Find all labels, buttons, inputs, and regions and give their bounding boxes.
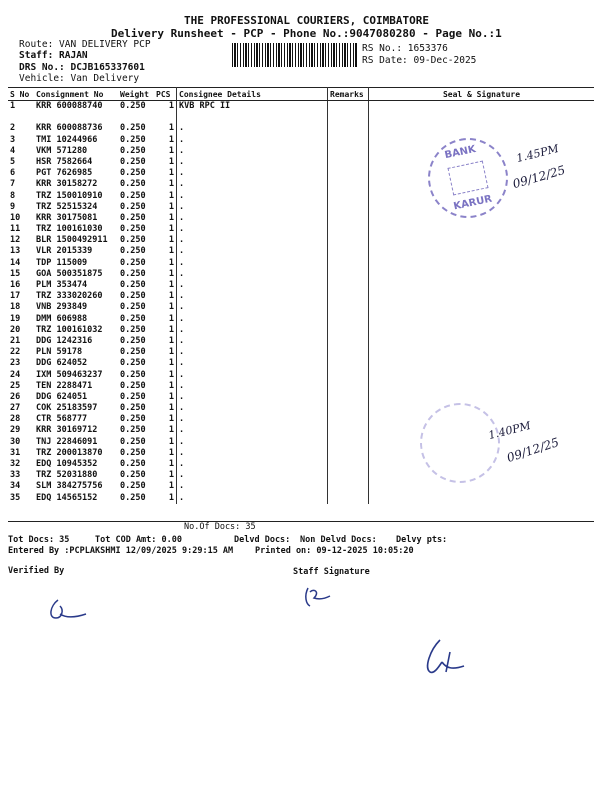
row-remarks	[328, 269, 369, 280]
tot-docs: Tot Docs: 35	[8, 535, 70, 545]
row-consignee: .	[177, 392, 328, 403]
row-remarks	[328, 191, 369, 202]
row-pcs: 1	[154, 425, 177, 436]
verified-by-label: Verified By	[8, 566, 65, 576]
row-pcs: 1	[154, 392, 177, 403]
row-consignment: DDG 624052	[36, 358, 88, 369]
row-consignee: .	[177, 370, 328, 381]
row-consignment: TNJ 22846091	[36, 436, 98, 447]
row-consignment: PGT 7626985	[36, 168, 93, 179]
row-sno: 27	[10, 403, 21, 414]
row-consignment: IXM 509463237	[36, 369, 103, 380]
row-consignment: HSR 7582664	[36, 156, 93, 167]
row-consignee: .	[177, 146, 328, 157]
row-consignee: .	[177, 347, 328, 358]
row-weight: 0.250	[120, 414, 146, 425]
row-weight: 0.250	[120, 324, 146, 335]
row-sno: 6	[10, 168, 16, 179]
row-consignee: .	[177, 448, 328, 459]
row-consignment: VLR 2015339	[36, 246, 93, 257]
rs-date: RS Date: 09-Dec-2025	[362, 55, 477, 66]
verifier-signature	[44, 596, 92, 626]
row-consignee: .	[177, 358, 328, 369]
row-remarks	[328, 403, 369, 414]
row-pcs: 1	[154, 314, 177, 325]
row-seal	[369, 101, 595, 113]
table-row	[8, 314, 594, 325]
table-row	[8, 347, 594, 358]
row-weight: 0.250	[120, 358, 146, 369]
row-seal	[369, 381, 595, 392]
table-row	[8, 437, 594, 448]
row-consignee: .	[177, 191, 328, 202]
row-sno: 24	[10, 369, 21, 380]
row-consignment: TRZ 52515324	[36, 201, 98, 212]
row-remarks	[328, 123, 369, 134]
row-seal	[369, 325, 595, 336]
row-sno: 7	[10, 179, 16, 190]
row-remarks	[328, 101, 369, 113]
table-row	[8, 336, 594, 347]
row-consignee: .	[177, 213, 328, 224]
row-sno: 25	[10, 380, 21, 391]
row-remarks	[328, 347, 369, 358]
row-sno: 20	[10, 324, 21, 335]
row-weight: 0.250	[120, 291, 146, 302]
seal-karur-text: KARUR	[452, 193, 494, 213]
row-consignee: .	[177, 269, 328, 280]
row-pcs: 1	[154, 123, 177, 134]
row-pcs: 1	[154, 101, 177, 113]
col-remarks: Remarks	[328, 88, 369, 101]
row-weight: 0.250	[120, 347, 146, 358]
row-seal	[369, 258, 595, 269]
receiver-signature	[420, 632, 476, 680]
row-remarks	[328, 370, 369, 381]
row-sno: 35	[10, 492, 21, 503]
row-consignment: BLR 1500492911	[36, 235, 108, 246]
row-remarks	[328, 280, 369, 291]
row-remarks	[328, 157, 369, 168]
row-pcs: 1	[154, 291, 177, 302]
table-row	[8, 224, 594, 235]
row-consignee: .	[177, 414, 328, 425]
table-row	[8, 470, 594, 481]
row-weight: 0.250	[120, 302, 146, 313]
row-sno: 34	[10, 481, 21, 492]
row-remarks	[328, 258, 369, 269]
row-weight: 0.250	[120, 235, 146, 246]
row-consignee: .	[177, 470, 328, 481]
col-consignee: Consignee Details	[177, 88, 328, 101]
row-weight: 0.250	[120, 391, 146, 402]
row-consignee: .	[177, 280, 328, 291]
row-seal	[369, 123, 595, 134]
row-pcs: 1	[154, 493, 177, 504]
row-sno: 32	[10, 459, 21, 469]
row-consignment: DDG 624051	[36, 391, 88, 402]
row-consignee: .	[177, 179, 328, 190]
row-consignment: TRZ 150010910	[36, 190, 103, 201]
row-remarks	[328, 235, 369, 246]
row-seal	[369, 280, 595, 291]
drs-number: DRS No.: DCJB165337601	[19, 62, 145, 73]
row-remarks	[328, 146, 369, 157]
row-seal	[369, 493, 595, 504]
row-pcs: 1	[154, 191, 177, 202]
table-bottom-rule	[8, 521, 594, 522]
row-consignment: EDQ 14565152	[36, 492, 98, 503]
row-sno: 14	[10, 257, 21, 268]
row-pcs: 1	[154, 202, 177, 213]
row-seal	[369, 314, 595, 325]
col-weight: Weight	[118, 88, 154, 101]
table-row	[8, 101, 594, 113]
row-consignee: .	[177, 481, 328, 492]
table-row	[8, 213, 594, 224]
row-weight: 0.250	[120, 268, 146, 279]
row-weight: 0.250	[120, 212, 146, 223]
table-row	[8, 123, 594, 134]
row-pcs: 1	[154, 179, 177, 190]
table-row	[8, 146, 594, 157]
row-weight: 0.250	[120, 403, 146, 414]
row-consignment: VNB 293849	[36, 302, 88, 313]
row-consignment: TRZ 100161030	[36, 224, 103, 235]
row-pcs: 1	[154, 414, 177, 425]
row-sno: 9	[10, 201, 16, 212]
row-remarks	[328, 493, 369, 504]
row-pcs: 1	[154, 336, 177, 347]
row-remarks	[328, 437, 369, 448]
row-weight: 0.250	[120, 201, 146, 212]
row-pcs: 1	[154, 269, 177, 280]
row-weight: 0.250	[120, 257, 146, 268]
table-row	[8, 459, 594, 470]
row-consignee: .	[177, 246, 328, 257]
table-row	[8, 370, 594, 381]
row-consignment: TRZ 100161032	[36, 324, 103, 335]
row-weight: 0.250	[120, 459, 146, 469]
row-consignment: TEN 2288471	[36, 380, 93, 391]
row-consignment: PLM 353474	[36, 280, 88, 290]
row-seal	[369, 481, 595, 492]
row-sno: 33	[10, 470, 21, 481]
row-seal	[369, 246, 595, 257]
row-seal	[369, 269, 595, 280]
table-row	[8, 358, 594, 369]
company-title: THE PROFESSIONAL COURIERS, COIMBATORE	[184, 14, 430, 27]
row-remarks	[328, 213, 369, 224]
row-pcs: 1	[154, 146, 177, 157]
row-consignment: TRZ 200013870	[36, 447, 103, 458]
row-pcs: 1	[154, 224, 177, 235]
row-consignee: .	[177, 403, 328, 414]
row-weight: 0.250	[120, 280, 146, 290]
row-sno: 29	[10, 425, 21, 436]
staff-signature	[300, 584, 336, 612]
row-consignee: .	[177, 493, 328, 504]
table-row	[8, 235, 594, 246]
staff: Staff: RAJAN	[19, 50, 88, 61]
col-sno: S No	[8, 88, 34, 101]
row-remarks	[328, 481, 369, 492]
row-remarks	[328, 179, 369, 190]
row-weight: 0.250	[120, 369, 146, 380]
row-remarks	[328, 291, 369, 302]
table-row	[8, 325, 594, 336]
row-sno: 28	[10, 414, 21, 425]
table-row	[8, 246, 594, 257]
row-remarks	[328, 470, 369, 481]
row-consignee: .	[177, 291, 328, 302]
row-consignment: VKM 571280	[36, 145, 88, 156]
seal-inner-box	[447, 161, 488, 196]
row-seal	[369, 224, 595, 235]
row-pcs: 1	[154, 213, 177, 224]
row-sno: 12	[10, 235, 21, 246]
table-row	[8, 269, 594, 280]
row-sno: 3	[10, 134, 16, 145]
row-seal	[369, 302, 595, 313]
row-consignee: .	[177, 202, 328, 213]
row-consignee: .	[177, 302, 328, 313]
row-weight: 0.250	[120, 380, 146, 391]
row-pcs: 1	[154, 235, 177, 246]
entered-by: Entered By :PCPLAKSHMI 12/09/2025 9:29:15 AM	[8, 546, 234, 556]
row-remarks	[328, 314, 369, 325]
row-weight: 0.250	[120, 425, 146, 436]
runsheet-subtitle: Delivery Runsheet - PCP - Phone No.:9047080280 - Page No.:1	[111, 27, 502, 40]
row-consignee: .	[177, 314, 328, 325]
row-weight: 0.250	[120, 335, 146, 346]
row-pcs: 1	[154, 302, 177, 313]
row-weight: 0.250	[120, 168, 146, 179]
row-consignee: .	[177, 437, 328, 448]
row-remarks	[328, 358, 369, 369]
row-pcs: 1	[154, 347, 177, 358]
barcode	[232, 43, 358, 67]
row-sno: 31	[10, 447, 21, 458]
table-row	[8, 202, 594, 213]
spacer-row	[8, 112, 594, 123]
handwritten-time-1: 1.45PM	[515, 141, 561, 166]
row-sno: 11	[10, 224, 21, 235]
row-sno: 15	[10, 268, 21, 279]
printed-on: Printed on: 09-12-2025 10:05:20	[255, 546, 414, 556]
row-sno: 17	[10, 291, 21, 302]
row-sno: 1	[10, 101, 16, 111]
row-pcs: 1	[154, 403, 177, 414]
row-sno: 4	[10, 145, 16, 156]
row-pcs: 1	[154, 157, 177, 168]
row-pcs: 1	[154, 448, 177, 459]
table-row	[8, 191, 594, 202]
row-consignment: SLM 384275756	[36, 481, 103, 492]
route: Route: VAN DELIVERY PCP	[19, 39, 151, 50]
row-consignee: .	[177, 425, 328, 436]
row-pcs: 1	[154, 481, 177, 492]
table-row	[8, 280, 594, 291]
row-remarks	[328, 246, 369, 257]
row-weight: 0.250	[120, 436, 146, 447]
row-consignment: COK 25183597	[36, 403, 98, 414]
row-consignment: TDP 115009	[36, 257, 88, 268]
col-pcs: PCS	[154, 88, 177, 101]
vehicle: Vehicle: Van Delivery	[19, 73, 140, 84]
row-consignment: GOA 500351875	[36, 268, 103, 279]
row-remarks	[328, 325, 369, 336]
table-row	[8, 291, 594, 302]
row-weight: 0.250	[120, 492, 146, 503]
row-remarks	[328, 448, 369, 459]
table-row	[8, 403, 594, 414]
row-remarks	[328, 302, 369, 313]
row-pcs: 1	[154, 258, 177, 269]
row-pcs: 1	[154, 381, 177, 392]
row-pcs: 1	[154, 470, 177, 481]
row-weight: 0.250	[120, 224, 146, 235]
row-pcs: 1	[154, 168, 177, 179]
row-consignee: .	[177, 123, 328, 134]
row-remarks	[328, 414, 369, 425]
row-sno: 19	[10, 313, 21, 324]
row-sno: 22	[10, 347, 21, 358]
row-consignment: CTR 568777	[36, 414, 88, 425]
runsheet-table	[8, 87, 594, 504]
row-pcs: 1	[154, 459, 177, 470]
handwritten-date-1: 09/12/25	[511, 162, 567, 192]
row-weight: 0.250	[120, 156, 146, 167]
row-consignee: .	[177, 235, 328, 246]
table-row	[8, 392, 594, 403]
row-consignment: TMI 10244966	[36, 134, 98, 145]
row-pcs: 1	[154, 358, 177, 369]
row-consignee: .	[177, 224, 328, 235]
row-sno: 18	[10, 302, 21, 313]
row-consignee: .	[177, 336, 328, 347]
row-remarks	[328, 135, 369, 146]
row-pcs: 1	[154, 437, 177, 448]
row-weight: 0.250	[120, 134, 146, 145]
table-row	[8, 302, 594, 313]
delvd-docs: Delvd Docs:	[234, 535, 291, 545]
row-weight: 0.250	[120, 190, 146, 201]
row-consignment: DMM 606988	[36, 313, 88, 324]
table-row	[8, 481, 594, 492]
table-row	[8, 381, 594, 392]
row-seal	[369, 370, 595, 381]
handwritten-date-2: 09/12/25	[505, 435, 561, 465]
row-weight: 0.250	[120, 123, 146, 134]
handwritten-time-2: 1.40PM	[487, 418, 533, 443]
seal-bank-text: BANK	[443, 143, 477, 162]
row-weight: 0.250	[120, 481, 146, 492]
row-pcs: 1	[154, 135, 177, 146]
row-weight: 0.250	[120, 313, 146, 324]
row-remarks	[328, 381, 369, 392]
rs-number: RS No.: 1653376	[362, 43, 448, 54]
row-seal	[369, 291, 595, 302]
row-seal	[369, 235, 595, 246]
row-consignment: KRR 600088736	[36, 123, 103, 134]
row-sno: 10	[10, 212, 21, 223]
row-seal	[369, 336, 595, 347]
row-consignee: .	[177, 459, 328, 470]
row-seal	[369, 347, 595, 358]
row-sno: 23	[10, 358, 21, 369]
row-consignment: PLN 59178	[36, 347, 83, 358]
table-row	[8, 493, 594, 504]
row-remarks	[328, 425, 369, 436]
row-consignment: KRR 30169712	[36, 425, 98, 436]
row-remarks	[328, 459, 369, 470]
row-sno: 26	[10, 391, 21, 402]
table-row	[8, 258, 594, 269]
row-sno: 13	[10, 246, 21, 257]
row-weight: 0.250	[120, 246, 146, 257]
col-seal: Seal & Signature	[369, 88, 595, 101]
row-consignment: TRZ 52031880	[36, 470, 98, 481]
row-remarks	[328, 224, 369, 235]
row-remarks	[328, 392, 369, 403]
row-consignment: TRZ 333020260	[36, 291, 103, 302]
row-weight: 0.250	[120, 447, 146, 458]
tot-cod: Tot COD Amt: 0.00	[95, 535, 182, 545]
row-weight: 0.250	[120, 179, 146, 190]
row-seal	[369, 358, 595, 369]
row-sno: 16	[10, 280, 21, 290]
row-consignee: .	[177, 168, 328, 179]
row-consignment: KRR 30158272	[36, 179, 98, 190]
row-weight: 0.250	[120, 101, 146, 111]
row-seal	[369, 392, 595, 403]
row-sno: 8	[10, 190, 16, 201]
row-consignee: .	[177, 157, 328, 168]
row-pcs: 1	[154, 246, 177, 257]
row-remarks	[328, 336, 369, 347]
table-row	[8, 135, 594, 146]
delvy-pts: Delvy pts:	[396, 535, 448, 545]
row-consignee: KVB RPC II	[177, 101, 328, 113]
row-consignee: .	[177, 258, 328, 269]
row-pcs: 1	[154, 280, 177, 291]
row-pcs: 1	[154, 370, 177, 381]
row-weight: 0.250	[120, 145, 146, 156]
row-remarks	[328, 202, 369, 213]
row-weight: 0.250	[120, 470, 146, 481]
col-consignment: Consignment No	[34, 88, 118, 101]
row-consignment: KRR 600088740	[36, 101, 103, 111]
row-consignee: .	[177, 325, 328, 336]
staff-signature-label: Staff Signature	[293, 567, 370, 577]
row-pcs: 1	[154, 325, 177, 336]
row-consignment: KRR 30175081	[36, 212, 98, 223]
row-consignment: DDG 1242316	[36, 335, 93, 346]
row-consignment: EDQ 10945352	[36, 459, 98, 469]
row-consignee: .	[177, 381, 328, 392]
no-of-docs: No.Of Docs: 35	[184, 522, 256, 532]
row-sno: 21	[10, 335, 21, 346]
row-consignee: .	[177, 135, 328, 146]
row-sno: 5	[10, 156, 16, 167]
non-delvd-docs: Non Delvd Docs:	[300, 535, 377, 545]
row-remarks	[328, 168, 369, 179]
row-sno: 2	[10, 123, 16, 134]
row-sno: 30	[10, 436, 21, 447]
